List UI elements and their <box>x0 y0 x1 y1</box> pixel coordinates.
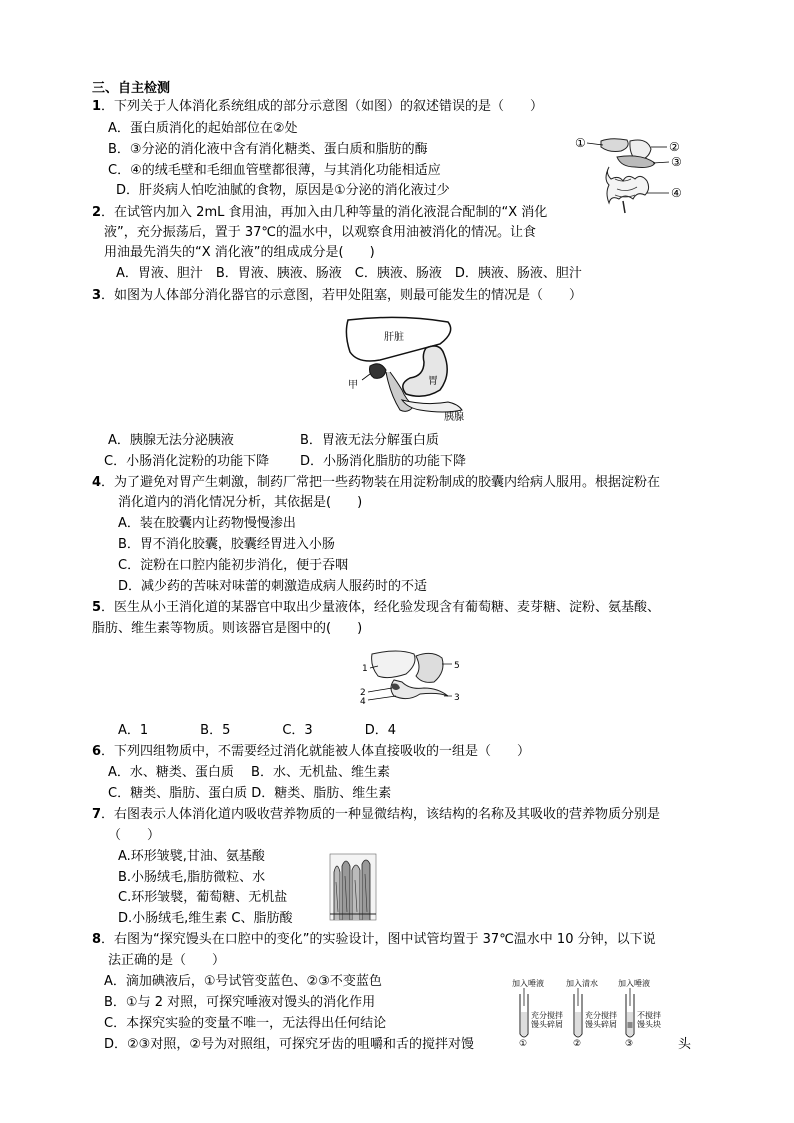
question-number: 2 <box>92 205 102 220</box>
question-number: 7 <box>92 807 102 822</box>
question-2-stem: 2．在试管内加入 2mL 食用油，再加入由几种等量的消化液混合配制的“X 消化 <box>92 205 548 220</box>
tube-3-note: 馒头块 <box>637 1020 661 1029</box>
figure-label: ④ <box>671 186 682 200</box>
figure-label: 3 <box>454 693 460 703</box>
figure-label: 2 <box>360 688 366 698</box>
question-7-option-a: A.环形皱襞,甘油、氨基酸 <box>118 849 265 864</box>
question-4-option-c: C．淀粉在口腔内能初步消化，便于吞咽 <box>118 558 349 573</box>
tube-2-note: 馒头碎屑 <box>585 1020 617 1029</box>
figure-label: ① <box>575 136 586 150</box>
figure-label: 1 <box>362 664 368 674</box>
question-7-stem-line-2: （ ） <box>108 828 161 843</box>
question-number: 1 <box>92 99 102 114</box>
figure-label: 甲 <box>348 380 358 391</box>
question-5-stem-line-2: 脂肪、维生素等物质。则该器官是图中的( ) <box>92 621 363 636</box>
question-3-option-a: A．胰腺无法分泌胰液 <box>108 433 234 448</box>
figure-label: ③ <box>671 155 682 169</box>
question-7-option-c: C.环形皱襞，葡萄糖、无机盐 <box>118 890 288 905</box>
question-5-stem: 5．医生从小王消化道的某器官中取出少量液体，经化验发现含有葡萄糖、麦芽糖、淀粉、氨基酸、 <box>92 600 661 615</box>
question-6-options-line-2: C．糖类、脂肪、蛋白质 D．糖类、脂肪、维生素 <box>108 786 392 801</box>
question-1-stem: 1．下列关于人体消化系统组成的部分示意图（如图）的叙述错误的是（ ） <box>92 99 544 114</box>
digestive-system-figure-1 <box>575 133 685 218</box>
question-4-option-d: D．减少药的苦味对味蕾的刺激造成病人服药时的不适 <box>118 579 428 594</box>
figure-label: ② <box>669 140 680 154</box>
question-8-stem: 8．右图为“探究馒头在口腔中的变化”的实验设计，图中试管均置于 37℃温水中 10 分钟，以下说 <box>92 932 656 947</box>
question-4-option-b: B．胃不消化胶囊，胶囊经胃进入小肠 <box>118 537 335 552</box>
digestive-organs-figure-3 <box>340 314 470 422</box>
question-number: 4 <box>92 475 102 490</box>
question-4-stem: 4．为了避免对胃产生刺激，制药厂常把一些药物装在用淀粉制成的胶囊内给病人服用。根据淀粉在 <box>92 475 661 490</box>
question-6-options-line-1: A．水、糖类、蛋白质 B．水、无机盐、维生素 <box>108 765 390 780</box>
question-1-option-b: B．③分泌的消化液中含有消化糖类、蛋白质和脂肪的酶 <box>108 142 428 157</box>
figure-label: 胃 <box>428 376 438 387</box>
tube-1-label: 加入唾液 <box>512 979 544 988</box>
test-tubes-figure-8 <box>506 976 676 1046</box>
question-number: 8 <box>92 932 102 947</box>
question-3-option-d: D．小肠消化脂肪的功能下降 <box>300 454 467 469</box>
tube-3-note: 不搅拌 <box>637 1011 661 1020</box>
question-6-stem: 6．下列四组物质中，不需要经过消化就能被人体直接吸收的一组是（ ） <box>92 744 531 759</box>
question-8-option-d: D．②③对照，②号为对照组，可探究牙齿的咀嚼和舌的搅拌对馒 <box>104 1037 474 1052</box>
question-8-option-d-continuation: 头 <box>678 1037 692 1052</box>
question-7-stem: 7．右图表示人体消化道内吸收营养物质的一种显微结构，该结构的名称及其吸收的营养物质分别是 <box>92 807 661 822</box>
question-4-option-a: A．装在胶囊内让药物慢慢渗出 <box>118 516 296 531</box>
figure-label: 胰腺 <box>444 412 464 422</box>
question-2-stem-line-2: 液”，充分振荡后，置于 37℃的温水中，以观察食用油被消化的情况。让食 <box>104 225 537 240</box>
question-number: 5 <box>92 600 102 615</box>
question-2-stem-line-3: 用油最先消失的“X 消化液”的组成成分是( ) <box>104 245 375 260</box>
question-2-options: A．胃液、胆汁 B．胃液、胰液、肠液 C．胰液、肠液 D．胰液、肠液、胆汁 <box>116 266 582 281</box>
question-8-option-c: C．本探究实验的变量不唯一，无法得出任何结论 <box>104 1016 387 1031</box>
tube-3-number: ③ <box>625 1039 634 1046</box>
figure-label: 5 <box>454 661 460 671</box>
question-5-options: A．1 B．5 C．3 D．4 <box>118 723 396 738</box>
tube-3-label: 加入唾液 <box>618 979 650 988</box>
section-title: 三、自主检测 <box>92 81 171 96</box>
question-1-option-c: C．④的绒毛壁和毛细血管壁都很薄，与其消化功能相适应 <box>108 163 441 178</box>
question-8-option-a: A．滴加碘液后，①号试管变蓝色、②③不变蓝色 <box>104 974 382 989</box>
question-3-option-b: B．胃液无法分解蛋白质 <box>300 433 439 448</box>
tube-1-note: 充分搅拌 <box>531 1011 563 1020</box>
question-1-option-d: D．肝炎病人怕吃油腻的食物，原因是①分泌的消化液过少 <box>116 183 450 198</box>
question-number: 6 <box>92 744 102 759</box>
figure-label: 肝脏 <box>384 332 404 343</box>
question-7-option-b: B.小肠绒毛,脂肪微粒、水 <box>118 870 266 885</box>
digestive-organs-figure-5 <box>358 640 468 712</box>
question-3-option-c: C．小肠消化淀粉的功能下降 <box>104 454 270 469</box>
question-8-stem-line-2: 法正确的是（ ） <box>108 953 226 968</box>
figure-label: 4 <box>360 697 366 707</box>
tube-2-label: 加入清水 <box>566 979 598 988</box>
tube-2-number: ② <box>573 1039 582 1046</box>
tube-1-note: 馒头碎屑 <box>531 1020 563 1029</box>
question-8-option-b: B．①与 2 对照，可探究唾液对馒头的消化作用 <box>104 995 376 1010</box>
question-7-option-d: D.小肠绒毛,维生素 C、脂肪酸 <box>118 911 293 926</box>
question-3-stem: 3．如图为人体部分消化器官的示意图，若甲处阻塞，则最可能发生的情况是（ ） <box>92 288 583 303</box>
villus-structure-figure-7 <box>328 852 378 922</box>
question-4-stem-line-2: 消化道内的消化情况分析，其依据是( ) <box>118 495 363 510</box>
question-1-option-a: A．蛋白质消化的起始部位在②处 <box>108 121 298 136</box>
tube-2-note: 充分搅拌 <box>585 1011 617 1020</box>
tube-1-number: ① <box>519 1039 528 1046</box>
question-number: 3 <box>92 288 102 303</box>
